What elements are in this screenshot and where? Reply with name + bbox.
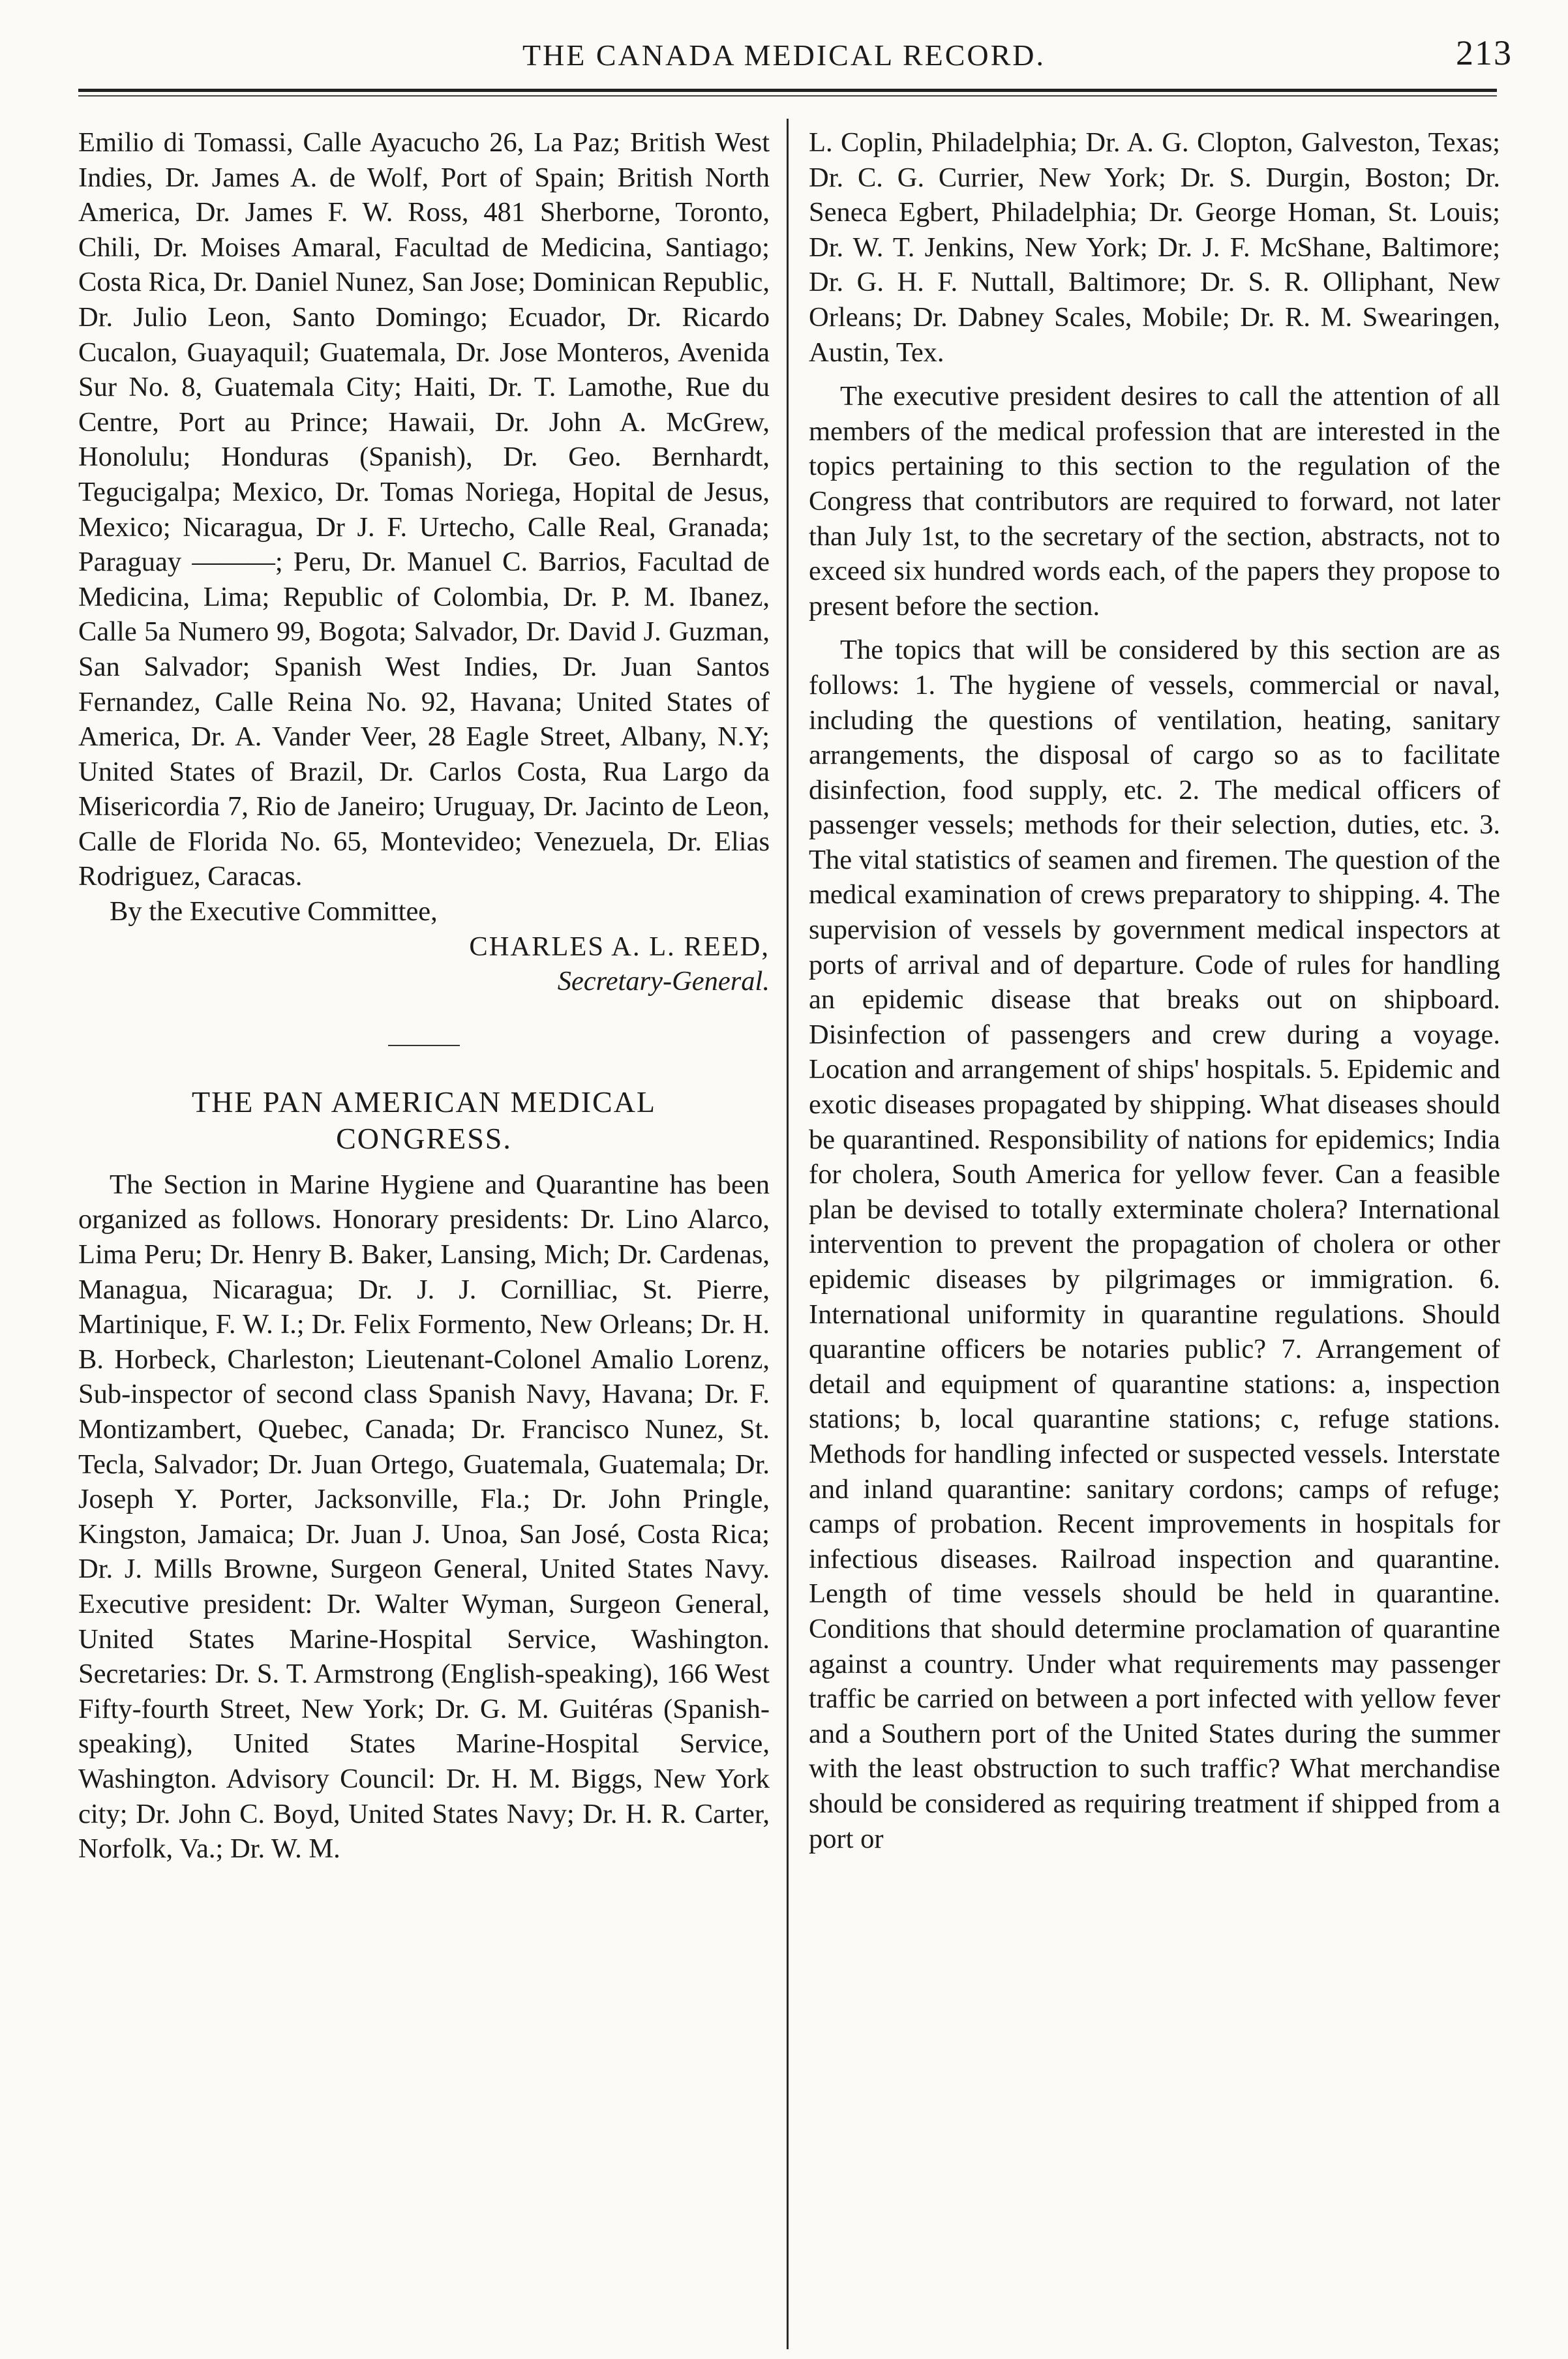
- header-rule-thin: [78, 95, 1497, 97]
- marine-hygiene-paragraph: The Section in Marine Hygiene and Quarantine has been organized as follows. Honorary presidents: Dr. Lino Alarco, Lima Peru; Dr. Henry B. Baker, Lansing, Mich; Dr. Cardenas, Managua, Nicaragua; Dr. J. J. Cornilliac, St. Pierre, Martinique, F. W. I.; Dr. Felix Formento, New Orleans; Dr. H. B. Horbeck, Charleston; Lieutenant-Colonel Amalio Lorenz, Sub-inspector of second class Spanish Navy, Havana; Dr. F. Montizambert, Quebec, Canada; Dr. Francisco Nunez, St. Tecla, Salvador; Dr. Juan Ortego, Guatemala, Guatemala; Dr. Joseph Y. Porter, Jacksonville, Fla.; Dr. John Pringle, Kingston, Jamaica; Dr. Juan J. Unoa, San José, Costa Rica; Dr. J. Mills Browne, Surgeon General, United States Navy. Executive president: Dr. Walter Wyman, Surgeon General, United States Marine-Hospital Service, Washington. Secretaries: Dr. S. T. Armstrong (English-speaking), 166 West Fifty-fourth Street, New York; Dr. G. M. Guitéras (Spanish-speaking), United States Marine-Hospital Service, Washington. Advisory Council: Dr. H. M. Biggs, New York city; Dr. John C. Boyd, United States Navy; Dr. H. R. Carter, Norfolk, Va.; Dr. W. M.: [78, 1169, 770, 1865]
- country-delegates-paragraph: Emilio di Tomassi, Calle Ayacucho 26, La Paz; British West Indies, Dr. James A. de Wolf, Port of Spain; British North America, Dr. James F. W. Ross, 481 Sherborne, Toronto, Chili, Dr. Moises Amaral, Facultad de Medicina, Santiago; Costa Rica, Dr. Daniel Nunez, San Jose; Dominican Republic, Dr. Julio Leon, Santo Domingo; Ecuador, Dr. Ricardo Cucalon, Guayaquil; Guatemala, Dr. Jose Monteros, Avenida Sur No. 8, Guatemala City; Haiti, Dr. T. Lamothe, Rue du Centre, Port au Prince; Hawaii, Dr. John A. McGrew, Honolulu; Honduras (Spanish), Dr. Geo. Bernhardt, Tegucigalpa; Mexico, Dr. Tomas Noriega, Hopital de Jesus, Mexico; Nicaragua, Dr J. F. Urtecho, Calle Real, Granada; Paraguay ———; Peru, Dr. Manuel C. Barrios, Facultad de Medicina, Lima; Republic of Colombia, Dr. P. M. Ibanez, Calle 5a Numero 99, Bogota; Salvador, Dr. David J. Guzman, San Salvador; Spanish West Indies, Dr. Juan Santos Fernandez, Calle Reina No. 92, Havana; United States of America, Dr. A. Vander Veer, 28 Eagle Street, Albany, N.Y; United States of Brazil, Dr. Carlos Costa, Rua Largo da Misericordia 7, Rio de Janeiro; Uruguay, Dr. Jacinto de Leon, Calle de Florida No. 65, Montevideo; Venezuela, Dr. Elias Rodriguez, Caracas.: [78, 127, 770, 892]
- section-heading-line-2: CONGRESS.: [336, 1121, 512, 1155]
- section-heading-line-1: THE PAN AMERICAN MEDICAL: [191, 1085, 657, 1119]
- page-number: 213: [1456, 33, 1513, 72]
- signature-title: Secretary-General.: [557, 966, 770, 997]
- executive-notice-paragraph: The executive president desires to call the attention of all members of the medical profession that are interested in the topics pertaining to this section to the regulation of the Congress that contributors are required to forward, not later than July 1st, to the secretary of the section, abstracts, not to exceed six hundred words each, of the papers they propose to present before the section.: [809, 381, 1500, 622]
- right-column: [809, 125, 1500, 2343]
- page-header: [0, 0, 1568, 98]
- advisory-council-continued: L. Coplin, Philadelphia; Dr. A. G. Clopton, Galveston, Texas; Dr. C. G. Currier, New York; Dr. S. Durgin, Boston; Dr. Seneca Egbert, Philadelphia; Dr. George Homan, St. Louis; Dr. W. T. Jenkins, New York; Dr. J. F. McShane, Baltimore; Dr. G. H. F. Nuttall, Baltimore; Dr. S. R. Olliphant, New Orleans; Dr. Dabney Scales, Mobile; Dr. R. M. Swearingen, Austin, Tex.: [809, 127, 1500, 368]
- header-rule-thick: [78, 89, 1497, 92]
- signature-name: CHARLES A. L. REED,: [469, 931, 770, 962]
- paragraph-gap: [809, 370, 1500, 379]
- left-column: [78, 125, 770, 2343]
- section-divider-rule: [388, 1045, 460, 1046]
- column-divider: [787, 119, 789, 2349]
- byline: By the Executive Committee,: [110, 896, 438, 927]
- running-title: THE CANADA MEDICAL RECORD.: [522, 38, 1046, 72]
- paragraph-gap: [809, 624, 1500, 633]
- section-heading: [78, 1084, 770, 1157]
- topics-paragraph: The topics that will be considered by this section are as follows: 1. The hygiene of vessels, commercial or naval, including the questions of ventilation, heating, sanitary arrangements, the disposal of cargo so as to facilitate disinfection, food supply, etc. 2. The medical officers of passenger vessels; methods for their selection, duties, etc. 3. The vital statistics of seamen and firemen. The question of the medical examination of crews preparatory to shipping. 4. The supervision of vessels by government medical inspectors at ports of arrival and of departure. Code of rules for handling an epidemic disease that breaks out on shipboard. Disinfection of passengers and crew during a voyage. Location and arrangement of ships' hospitals. 5. Epidemic and exotic diseases propagated by shipping. What diseases should be quarantined. Responsibility of nations for epidemics; India for cholera, South America for yellow fever. Can a feasible plan be devised to totally exterminate cholera? International intervention to prevent the propagation of cholera or other epidemic diseases by pilgrimages or immigration. 6. International uniformity in quarantine regulations. Should quarantine officers be notaries public? 7. Arrangement of detail and equipment of quarantine stations: a, inspection stations; b, local quarantine stations; c, refuge stations. Methods for handling infected or suspected vessels. Interstate and inland quarantine: sanitary cordons; camps of refuge; camps of probation. Recent improvements in hospitals for infectious diseases. Railroad inspection and quarantine. Length of time vessels should be held in quarantine. Conditions that should determine proclamation of quarantine against a country. Under what requirements may passenger traffic be carried on between a port infected with yellow fever and a Southern port of the United States during the summer with the least obstruction to such traffic? What merchandise should be considered as requiring treatment if shipped from a port or: [809, 635, 1500, 1854]
